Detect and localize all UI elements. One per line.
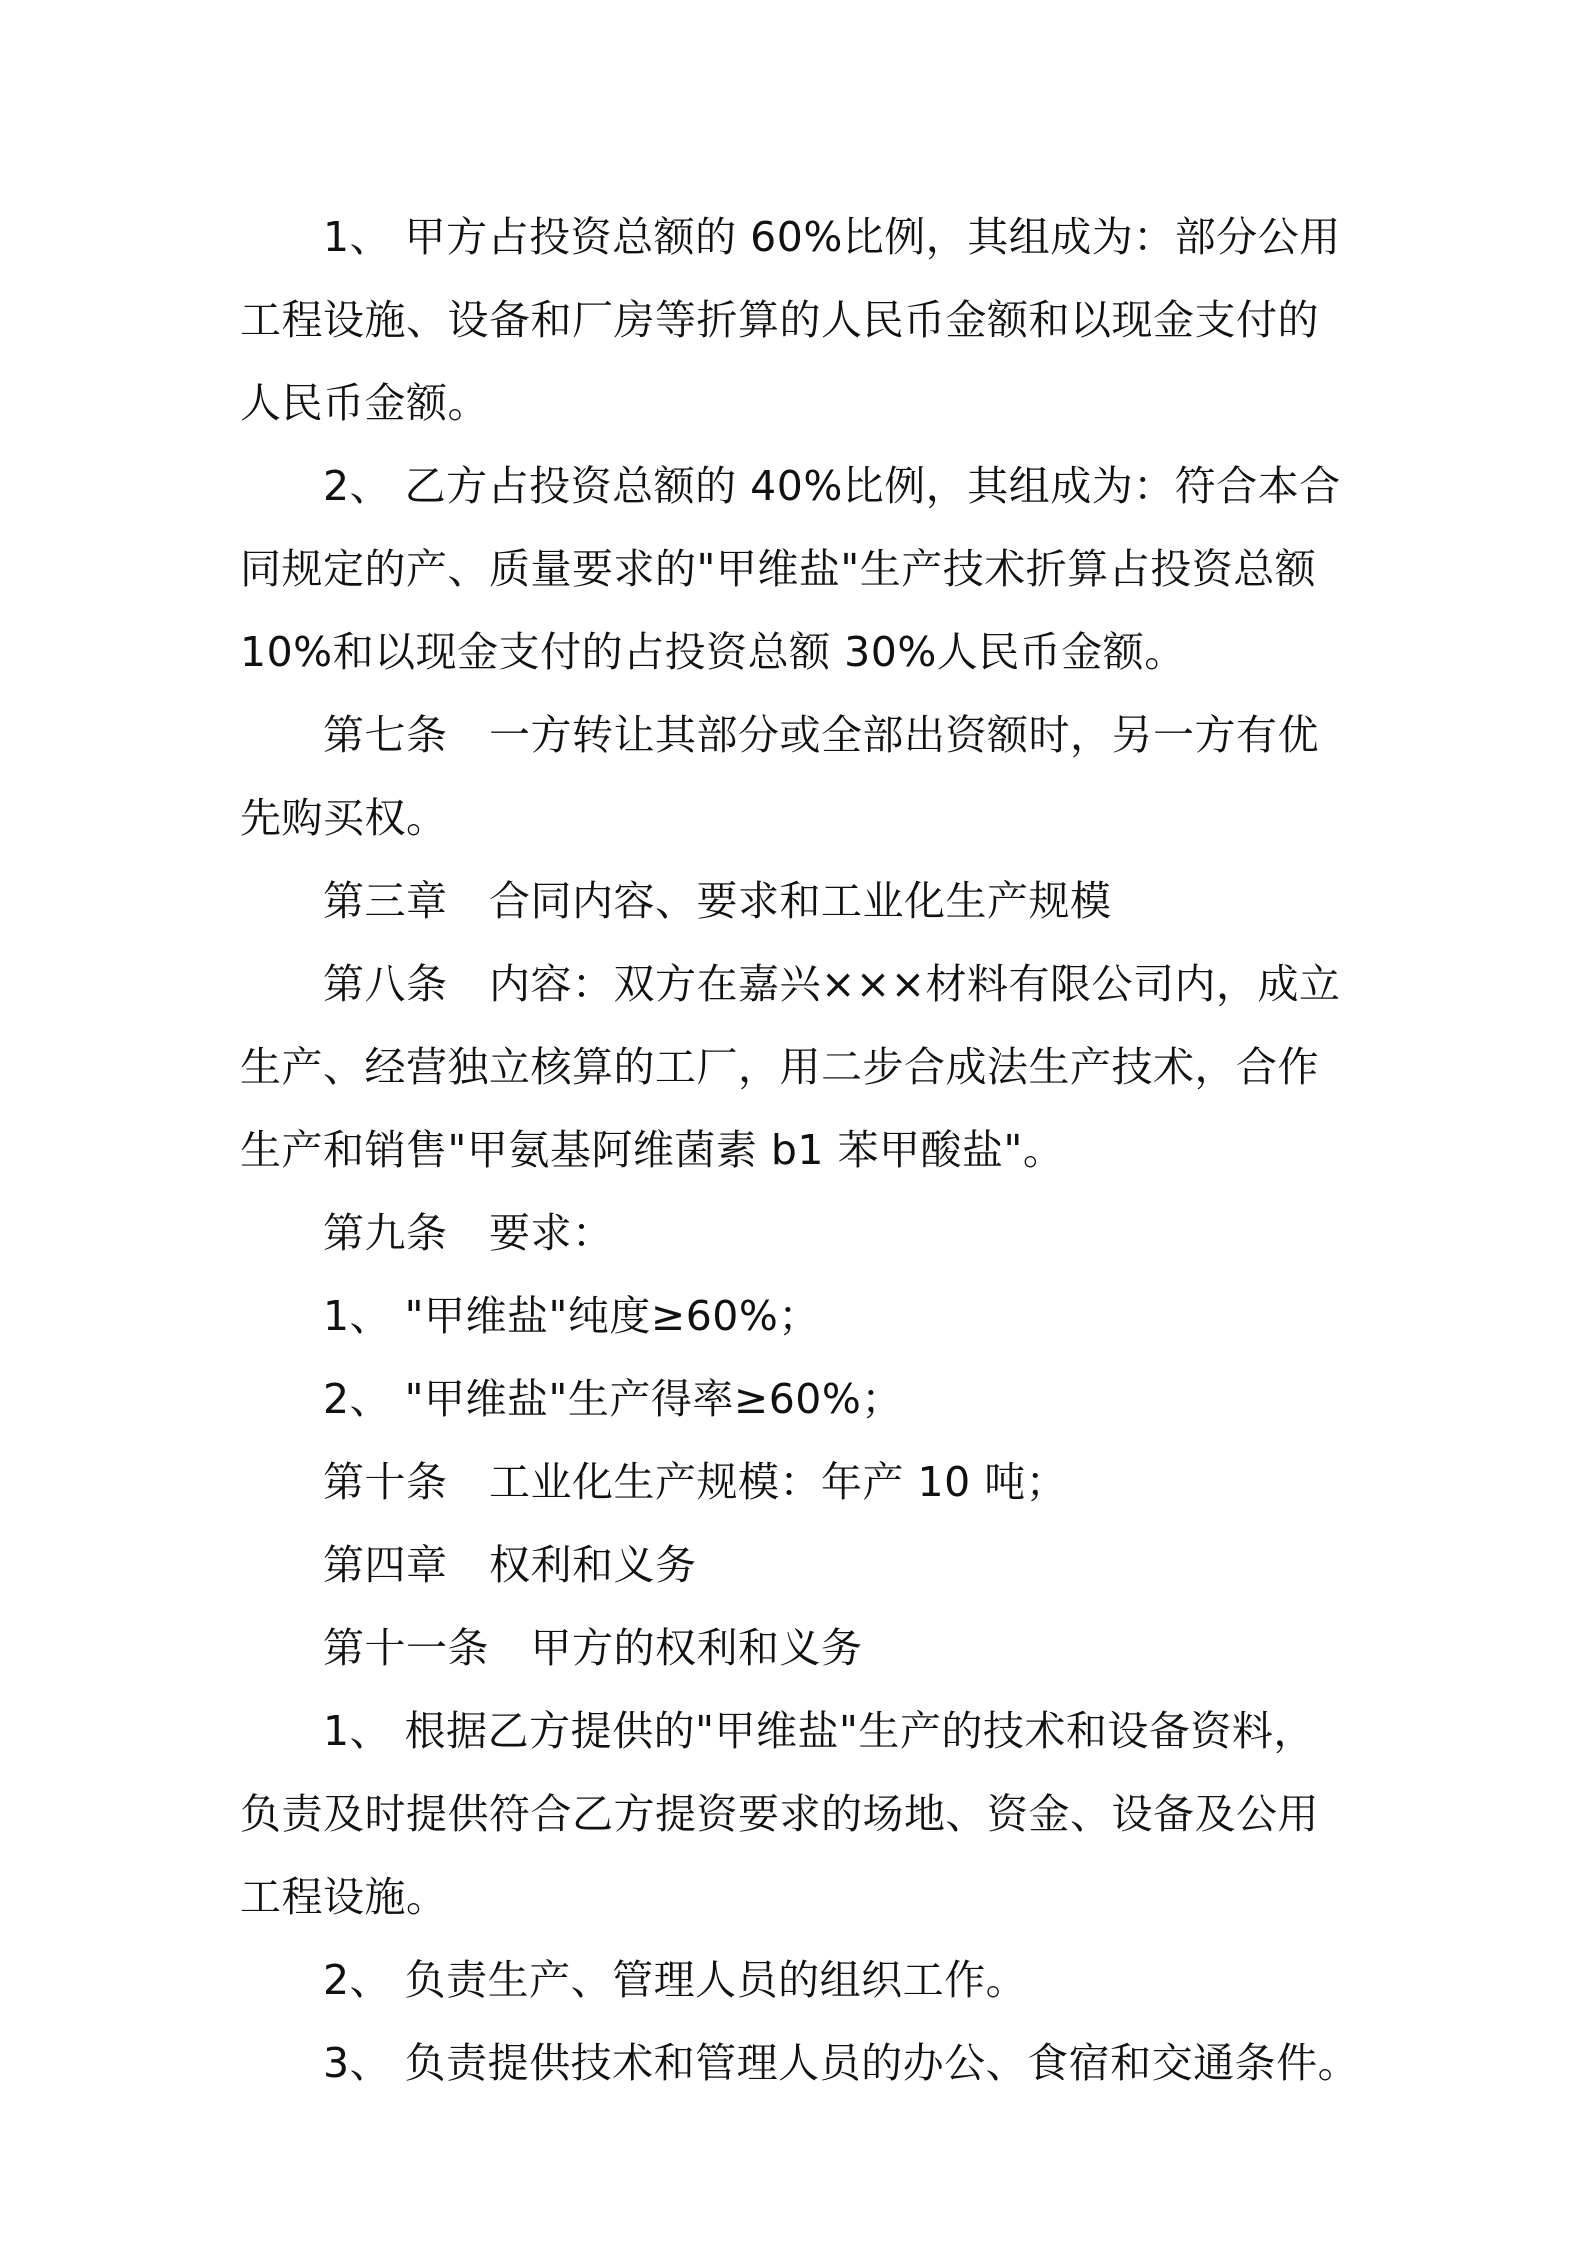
article-8: 第八条 内容：双方在嘉兴×××材料有限公司内，成立生产、经营独立核算的工厂，用二步合成法生产技术，合作生产和销售"甲氨基阿维菌素 b1 苯甲酸盐"。: [240, 960, 1341, 1174]
article-10: 第十条 工业化生产规模：年产 10 吨；: [323, 1458, 1068, 1506]
paragraph-party-b-share: 2、 乙方占投资总额的 40%比例，其组成为：符合本合同规定的产、质量要求的"甲维盐"生产技术折算占投资总额 10%和以现金支付的占投资总额 30%人民币金额。: [240, 462, 1341, 676]
requirement-purity: 1、 "甲维盐"纯度≥60%；: [323, 1292, 820, 1340]
paragraph-party-a-share: 1、 甲方占投资总额的 60%比例，其组成为：部分公用工程设施、设备和厂房等折算的人民币金额和以现金支付的人民币金额。: [240, 213, 1341, 427]
chapter-3-heading: 第三章 合同内容、要求和工业化生产规模: [323, 877, 1112, 925]
requirement-yield: 2、 "甲维盐"生产得率≥60%；: [323, 1375, 903, 1423]
party-a-duty-1: 1、 根据乙方提供的"甲维盐"生产的技术和设备资料，负责及时提供符合乙方提资要求的场地、资金、设备及公用工程设施。: [240, 1707, 1319, 1921]
article-7: 第七条 一方转让其部分或全部出资额时，另一方有优先购买权。: [240, 711, 1319, 842]
article-9-heading: 第九条 要求：: [323, 1209, 614, 1257]
document-body: [240, 196, 1360, 2105]
chapter-4-heading: 第四章 权利和义务: [323, 1541, 697, 1589]
party-a-duty-2: 2、 负责生产、管理人员的组织工作。: [323, 1956, 1028, 2004]
party-a-duty-3: 3、 负责提供技术和管理人员的办公、食宿和交通条件。: [323, 2039, 1360, 2087]
article-11-heading: 第十一条 甲方的权利和义务: [323, 1624, 863, 1672]
